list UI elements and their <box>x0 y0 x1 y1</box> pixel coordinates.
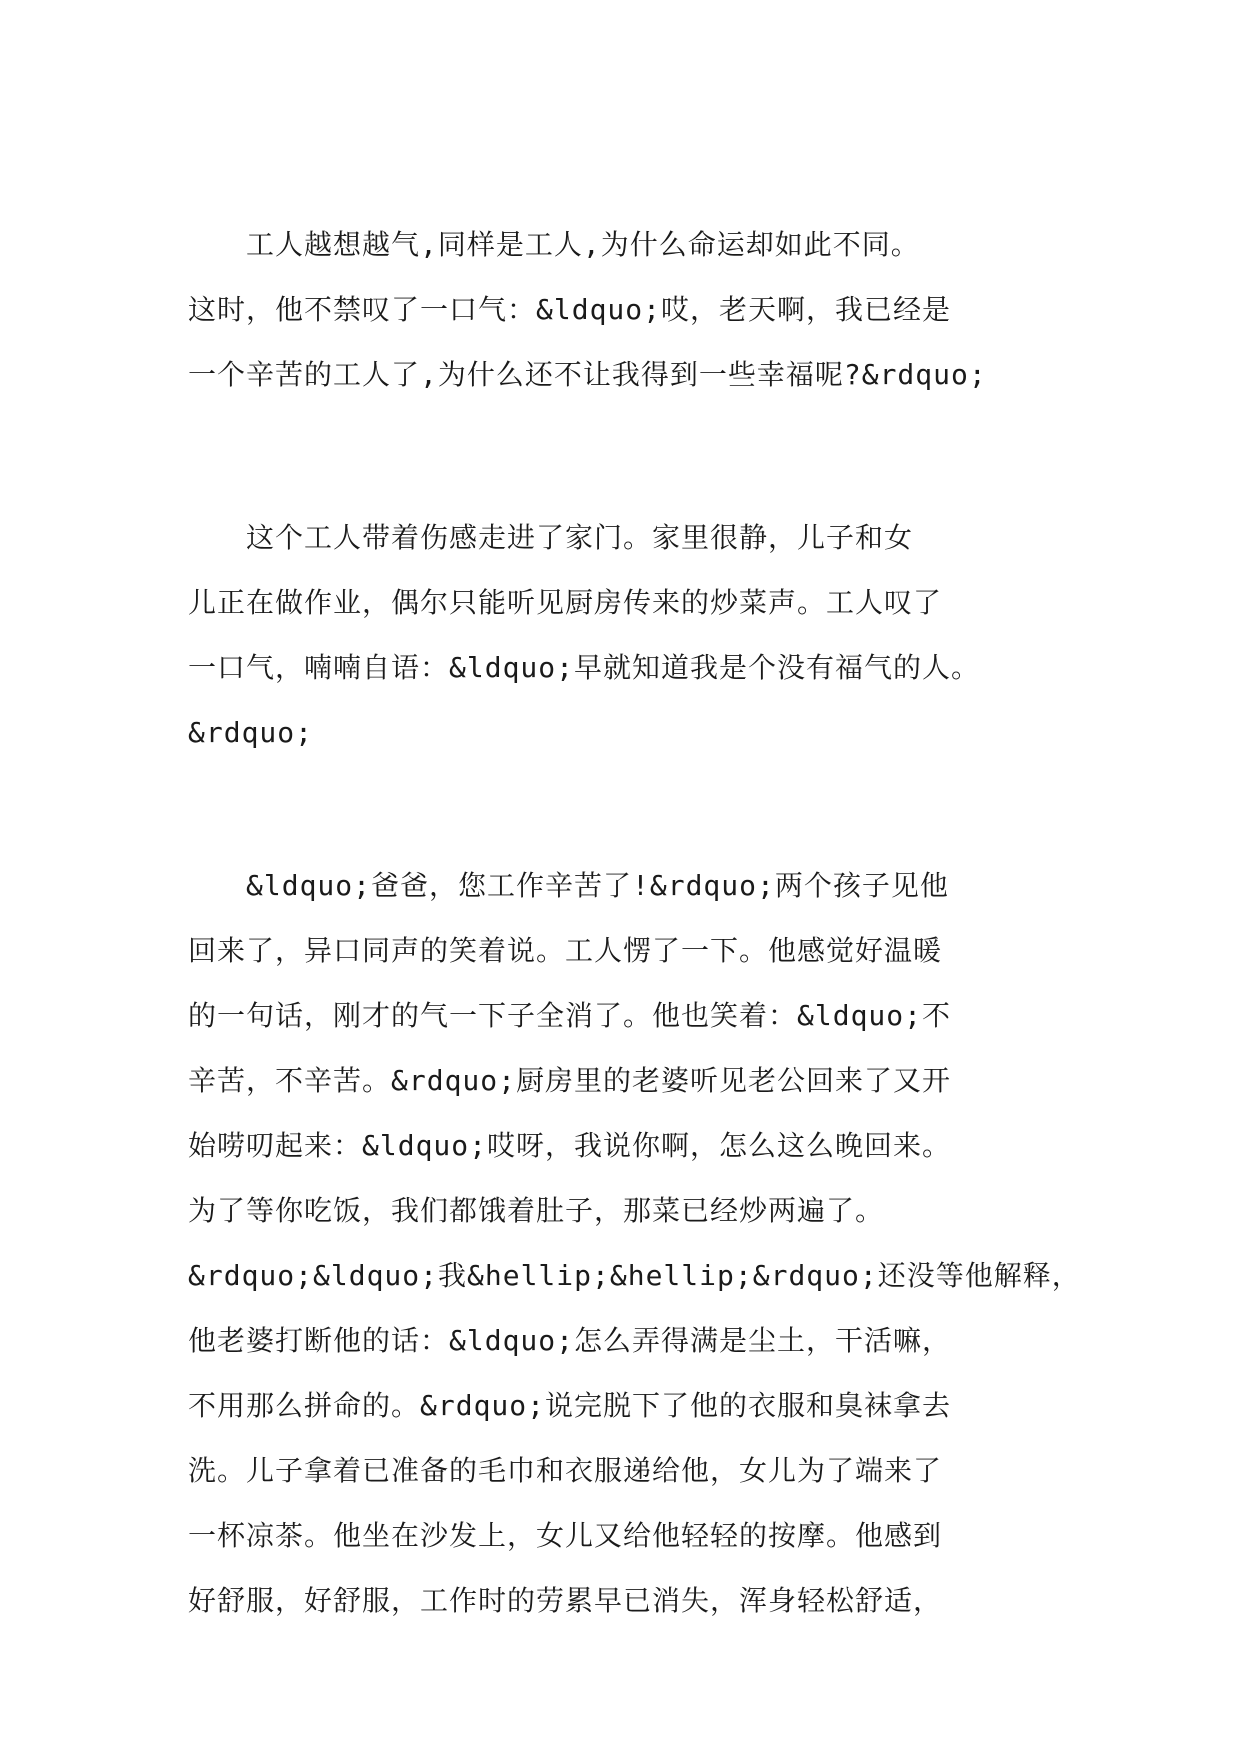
text-line: 的一句话，刚才的气一下子全消了。他也笑着：&ldquo;不 <box>188 999 952 1032</box>
text-line: 始唠叨起来：&ldquo;哎呀，我说你啊，怎么这么晚回来。 <box>188 1129 952 1162</box>
text-line: 洗。儿子拿着已准备的毛巾和衣服递给他，女儿为了端来了 <box>188 1454 943 1487</box>
text-line: 一口气，喃喃自语：&ldquo;早就知道我是个没有福气的人。 <box>188 651 981 684</box>
text-line: 这个工人带着伤感走进了家门。家里很静，儿子和女 <box>188 521 914 554</box>
text-line: 辛苦，不辛苦。&rdquo;厨房里的老婆听见老公回来了又开 <box>188 1064 952 1097</box>
text-line: 一杯凉茶。他坐在沙发上，女儿又给他轻轻的按摩。他感到 <box>188 1519 943 1552</box>
text-line: 工人越想越气,同样是工人,为什么命运却如此不同。 <box>188 228 920 261</box>
text-line: &ldquo;爸爸，您工作辛苦了!&rdquo;两个孩子见他 <box>188 869 949 902</box>
text-line: 不用那么拼命的。&rdquo;说完脱下了他的衣服和臭袜拿去 <box>188 1389 952 1422</box>
text-line: &rdquo;&ldquo;我&hellip;&hellip;&rdquo;还没等他解释， <box>188 1259 1081 1292</box>
text-line: &rdquo; <box>188 716 314 749</box>
text-line: 为了等你吃饭，我们都饿着肚子，那菜已经炒两遍了。 <box>188 1194 885 1227</box>
text-line: 好舒服，好舒服，工作时的劳累早已消失，浑身轻松舒适， <box>188 1584 943 1617</box>
paragraph-3 <box>188 853 1081 1633</box>
text-line: 他老婆打断他的话：&ldquo;怎么弄得满是尘土，干活嘛， <box>188 1324 952 1357</box>
text-line: 回来了，异口同声的笑着说。工人愣了一下。他感觉好温暖 <box>188 934 943 967</box>
paragraph-1 <box>188 212 1058 407</box>
text-line: 儿正在做作业，偶尔只能听见厨房传来的炒菜声。工人叹了 <box>188 586 943 619</box>
text-line: 这时，他不禁叹了一口气：&ldquo;哎，老天啊，我已经是 <box>188 293 952 326</box>
text-line: 一个辛苦的工人了,为什么还不让我得到一些幸福呢?&rdquo; <box>188 358 987 391</box>
paragraph-2 <box>188 505 1058 765</box>
